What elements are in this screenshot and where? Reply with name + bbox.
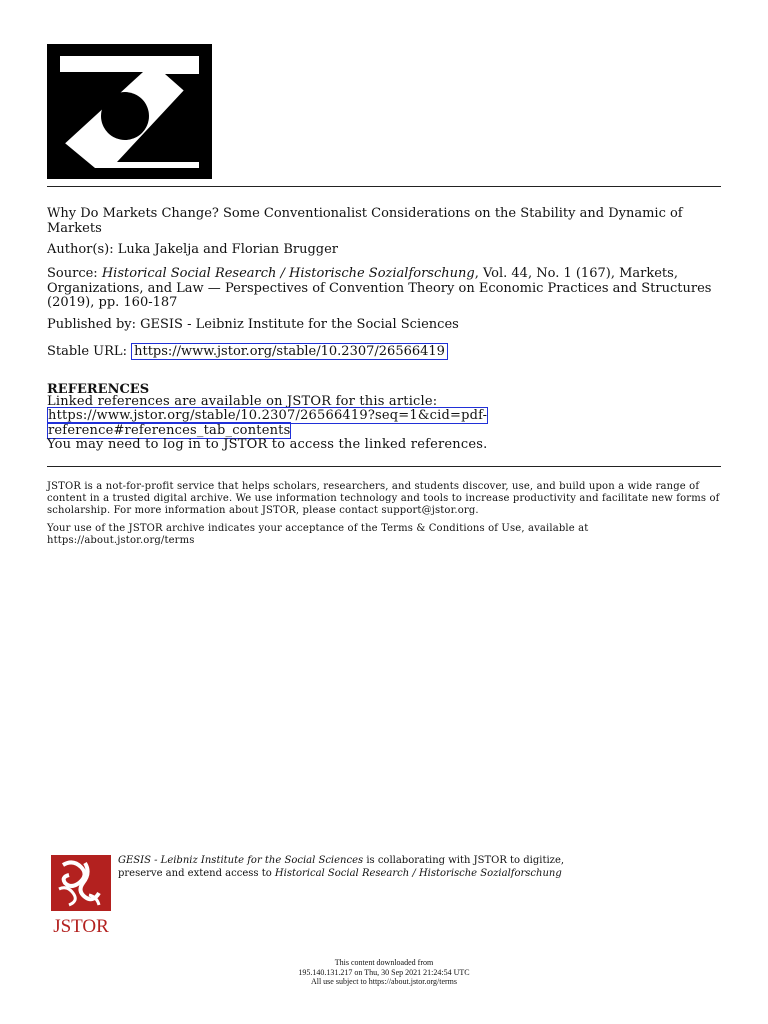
stable-url-label: Stable URL: [47,344,127,359]
collab-org: GESIS - Leibniz Institute for the Social Sciences [118,855,364,866]
article-title: Why Do Markets Change? Some Conventionalist Considerations on the Stability and Dynamic of Markets [47,206,683,236]
jstor-logo-text: JSTOR [53,916,109,935]
references-link-part1[interactable]: https://www.jstor.org/stable/10.2307/26566419?seq=1&cid=pdf- [48,408,488,423]
jstor-notice: JSTOR is a not-for-profit service that helps scholars, researchers, and students discover, use, and build upon a wide range of content in a trusted digital archive. We use information technology and tools to increase productivity and facilitate new forms of scholarship. For more information about JSTOR, please contact support@jstor.org. [47,481,720,516]
references-link-part2[interactable]: reference#references_tab_contents [48,423,291,438]
publisher: GESIS - Leibniz Institute for the Social Sciences [140,317,459,332]
source-journal: Historical Social Research / Historische Sozialforschung [101,266,475,281]
authors-label: Author(s): [47,242,114,257]
middle-divider [47,466,721,467]
stable-url-link[interactable]: https://www.jstor.org/stable/10.2307/26566419 [131,343,448,360]
authors: Luka Jakelja and Florian Brugger [117,242,339,257]
stable-url-line [47,345,721,360]
source-details: , Vol. 44, No. 1 (167), Markets, Organizations, and Law — Perspectives of Convention Theory on Economic Practices and Structures (2019), pp. 160-187 [47,266,712,310]
jstor-logo [49,855,113,935]
collaboration-note [118,855,678,880]
collab-journal: Historical Social Research / Historische Sozialforschung [274,867,562,879]
terms-notice [47,523,723,547]
references-link[interactable] [47,408,721,438]
references-section [47,382,721,452]
collab-text2: preserve and extend access to [118,867,275,879]
download-footer [200,958,568,987]
references-heading: REFERENCES [47,382,150,397]
publisher-line [47,318,721,333]
footer-line2: 195.140.131.217 on Thu, 30 Sep 2021 21:24:54 UTC [298,967,470,977]
footer-line1: This content downloaded from [334,958,434,967]
terms-text: Your use of the JSTOR archive indicates your acceptance of the Terms & Conditions of Use, available at [47,523,589,534]
terms-url[interactable]: https://about.jstor.org/terms [47,535,195,546]
footer-line3: All use subject to https://about.jstor.org/terms [310,977,458,986]
publisher-logo [47,44,212,179]
authors-line [47,243,721,258]
references-intro: Linked references are available on JSTOR for this article: [47,394,438,409]
source-label: Source: [47,266,98,281]
source-line [47,267,721,311]
publisher-label: Published by: [47,317,136,332]
collab-text1: is collaborating with JSTOR to digitize, [363,855,565,866]
references-login-note: You may need to log in to JSTOR to access the linked references. [47,437,488,452]
top-divider [47,186,721,187]
